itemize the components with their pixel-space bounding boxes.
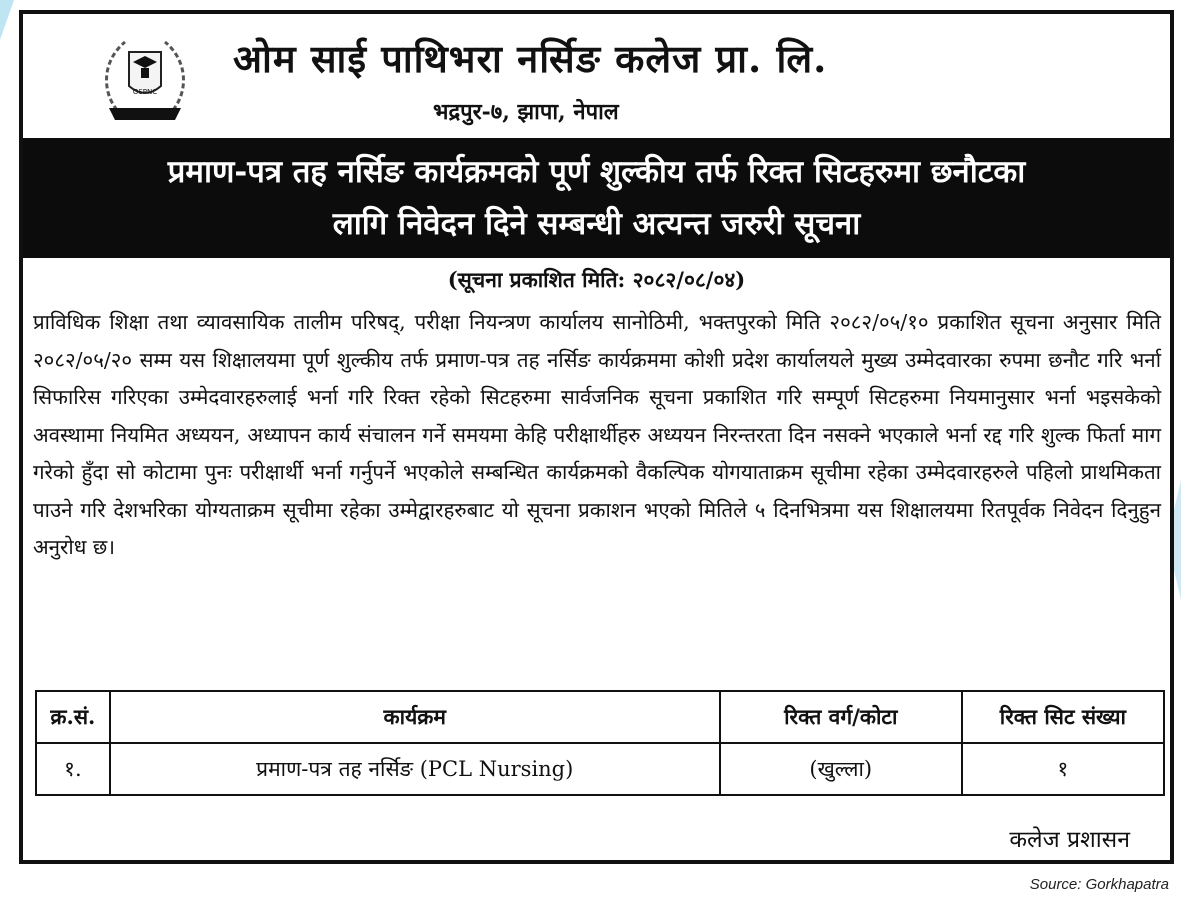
decorative-accent [0, 0, 14, 40]
column-header-quota: रिक्त वर्ग/कोटा [720, 691, 962, 743]
column-header-seat-count: रिक्त सिट संख्या [962, 691, 1164, 743]
signoff-college-administration: कलेज प्रशासन [1009, 827, 1130, 853]
column-header-serial: क्र.सं. [36, 691, 110, 743]
table-row [36, 743, 1164, 795]
publication-date: (सूचना प्रकाशित मिति: २०८२/०८/०४) [447, 267, 746, 292]
notice-header [23, 14, 1170, 136]
table-header-row [36, 691, 1164, 743]
svg-text:OSPNC: OSPNC [132, 88, 158, 96]
notice-title-line-2: लागि निवेदन दिने सम्बन्धी अत्यन्त जरुरी सूचना [332, 206, 861, 242]
notice-body: प्राविधिक शिक्षा तथा व्यावसायिक तालीम परिषद्, परीक्षा नियन्त्रण कार्यालय सानोठिमी, भक्तपुरको मिति २०८२/०५/१० प्रकाशित सूचना अनुसार मिति २०८२/०५/२० सम्म यस शिक्षालयमा पूर्ण शुल्कीय तर्फ प्रमाण-पत्र तह नर्सिङ कार्यक्रममा कोशी प्रदेश कार्यालयले मुख्य उम्मेदवारका रुपमा छनौट गरि भर्ना सिफारिस गरिएका उम्मेदवारहरुलाई भर्ना गरि रिक्त रहेको सिटहरुमा सार्वजनिक सूचना प्रकाशित गरि सम्पूर्ण सिटहरुमा नियमानुसार भर्ना भइसकेको अवस्थामा नियमित अध्ययन, अध्यापन कार्य संचालन गर्ने समयमा केहि परीक्षार्थीहरु अध्ययन निरन्तरता दिन नसक्ने भएकाले भर्ना रद्द गरि शुल्क फिर्ता माग गरेको हुँदा सो कोटामा पुनः परीक्षार्थी भर्ना गर्नुपर्ने भएकोले सम्बन्धित कार्यक्रमको वैकल्पिक योगयाताक्रम सूचीमा रहेका उम्मेदवारहरुले पहिलो प्राथमिकता पाउने गरि देशभरिका योग्यताक्रम सूचीमा रहेका उम्मेद्वारहरुबाट यो सूचना प्रकाशन भएको मितिले ५ दिनभित्रमा यस शिक्षालयमा रितपूर्वक निवेदन दिनुहुन अनुरोध छ। [33, 310, 1161, 559]
college-name: ओम साई पाथिभरा नर्सिङ कलेज प्रा. लि. [233, 36, 828, 81]
vacant-seats-table [35, 690, 1165, 796]
source-credit: Source: Gorkhapatra [1029, 876, 1169, 893]
college-logo [95, 28, 195, 128]
notice-title-line-1: प्रमाण-पत्र तह नर्सिङ कार्यक्रमको पूर्ण शुल्कीय तर्फ रिक्त सिटहरुमा छनौटका [167, 154, 1026, 190]
notice-frame [19, 10, 1174, 864]
column-header-program: कार्यक्रम [110, 691, 720, 743]
notice-title-banner [23, 138, 1170, 258]
cell-serial: १. [36, 743, 110, 795]
cell-quota: (खुल्ला) [720, 743, 962, 795]
cell-seat-count: १ [962, 743, 1164, 795]
cell-program: प्रमाण-पत्र तह नर्सिङ (PCL Nursing) [110, 743, 720, 795]
college-address: भद्रपुर-७, झापा, नेपाल [433, 99, 619, 125]
